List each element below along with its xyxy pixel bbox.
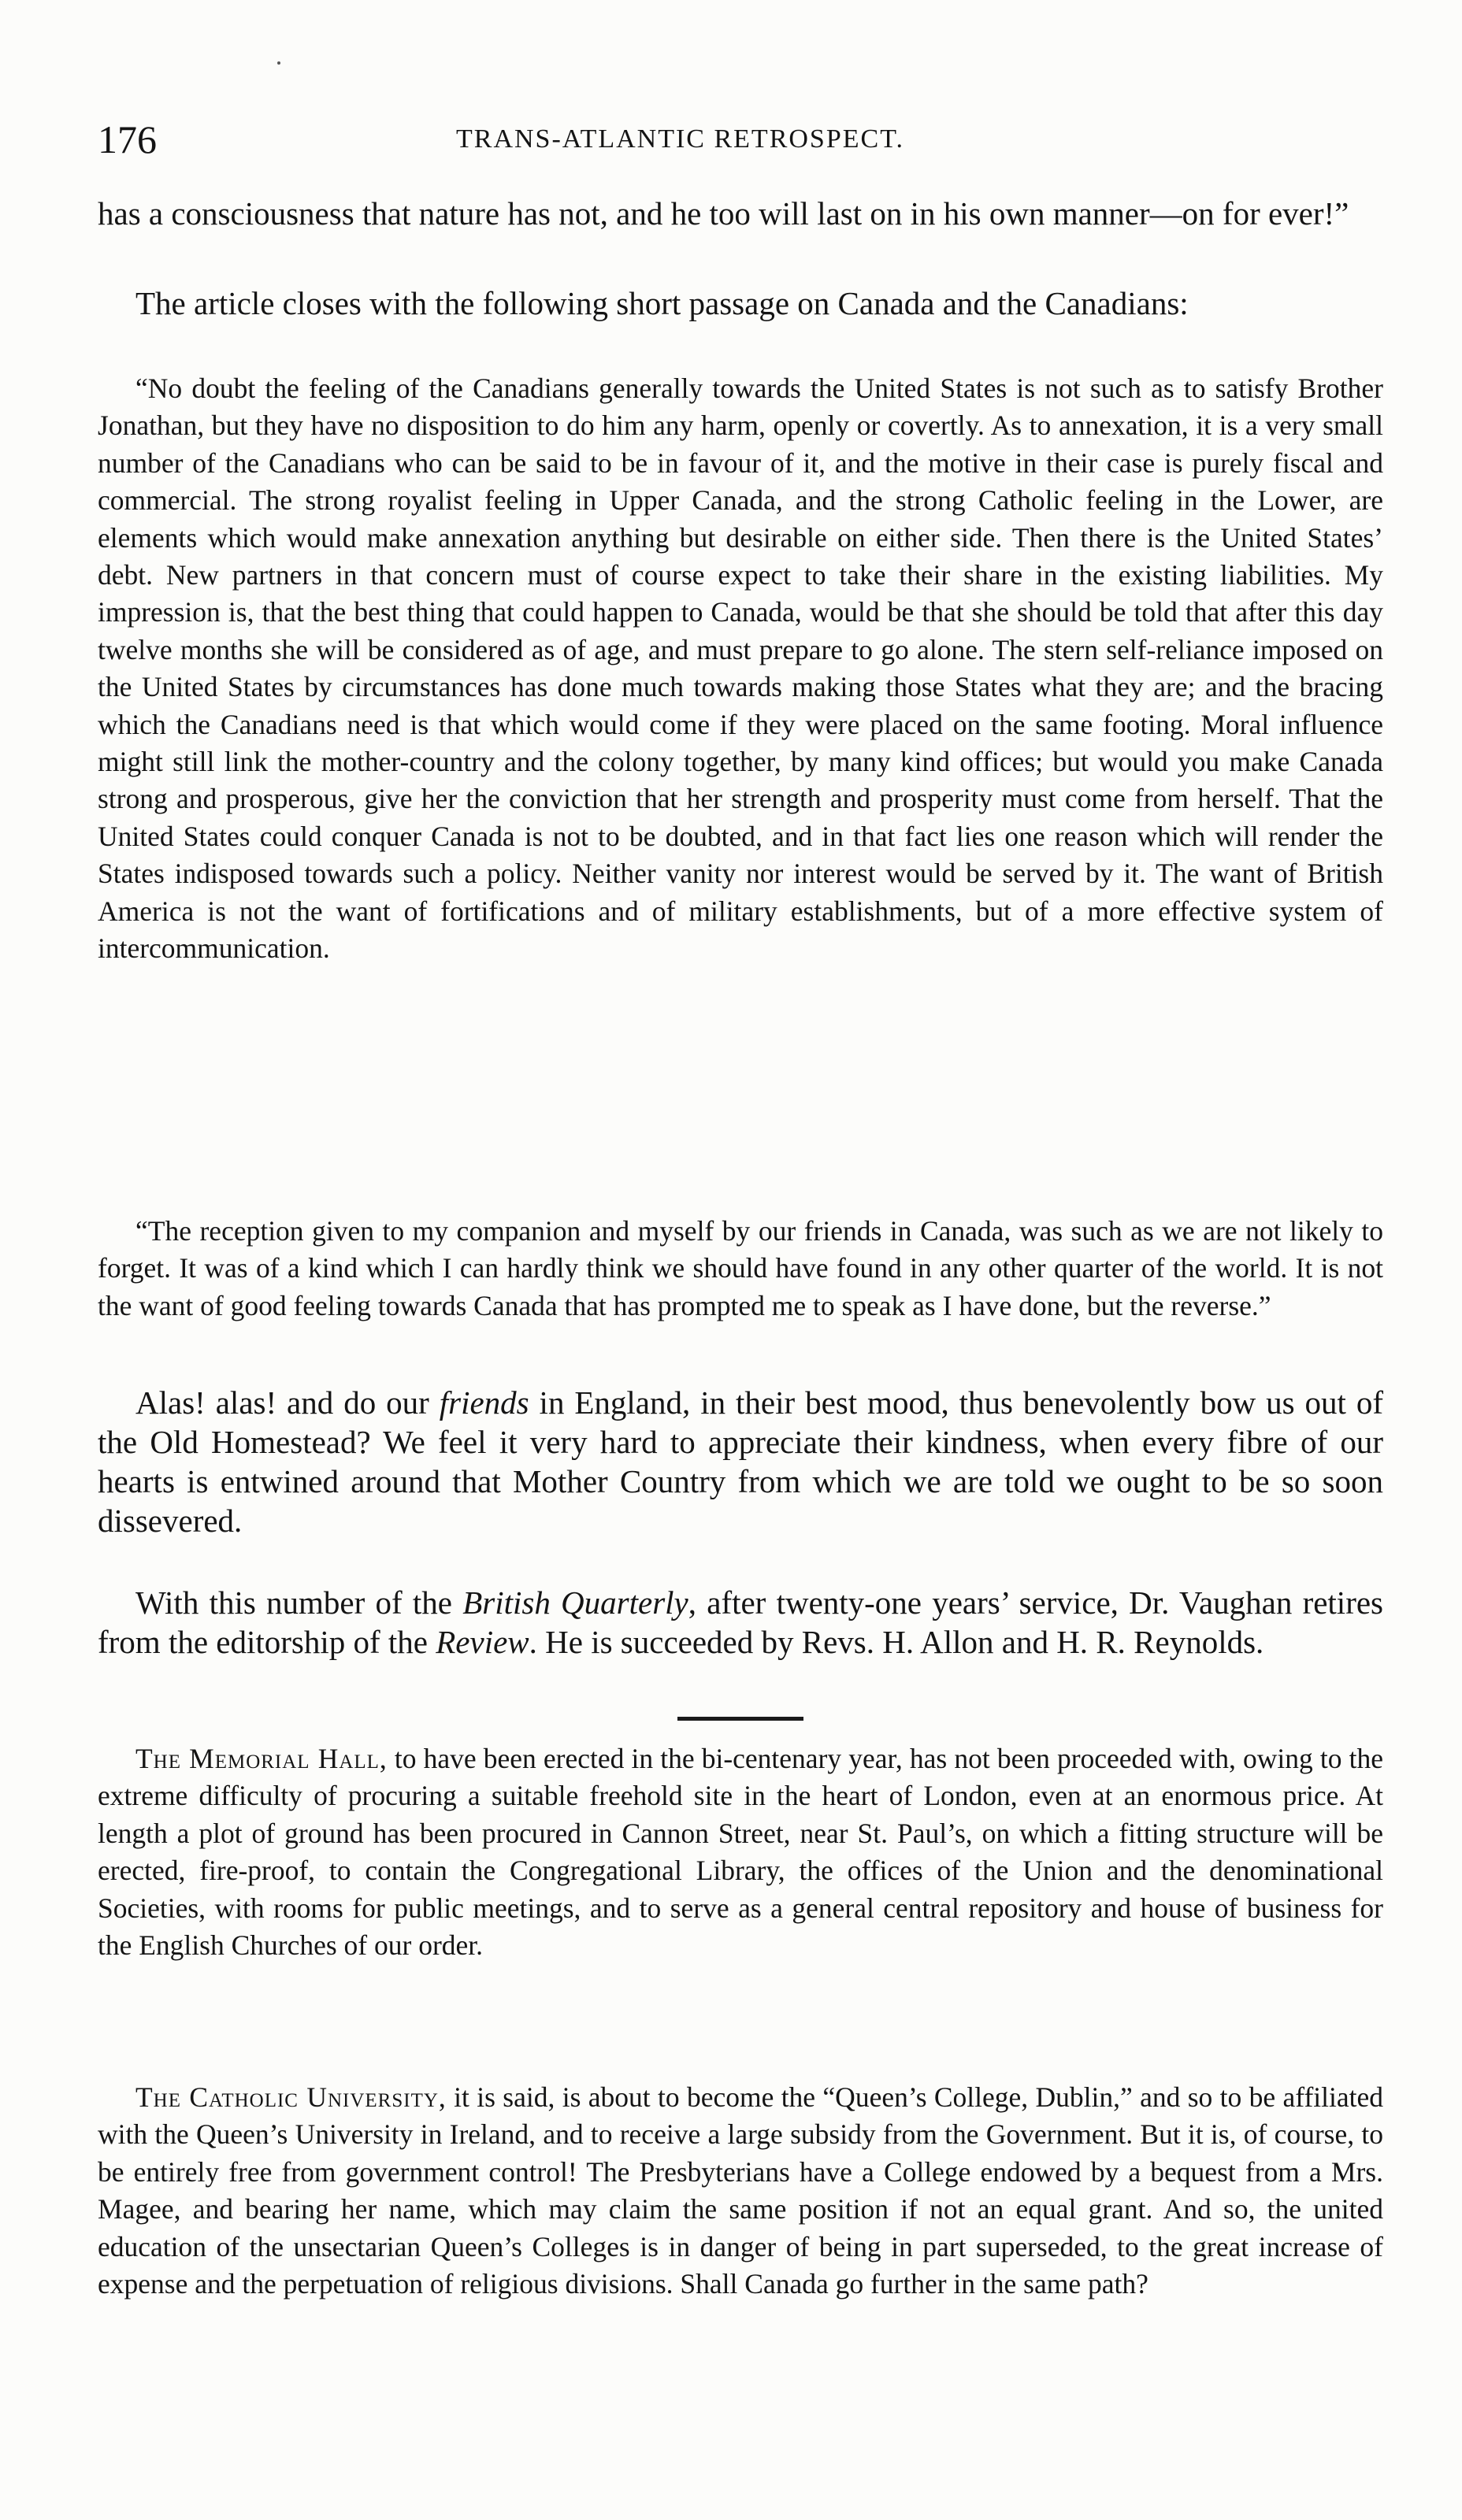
- p4-italic-journal: British Quarterly: [462, 1584, 688, 1621]
- memorial-hall-lead: The Memorial Hall,: [135, 1743, 388, 1774]
- p3-italic-friends: friends: [439, 1384, 529, 1421]
- paragraph-alas: [98, 1383, 1383, 1540]
- paragraph-memorial-hall: [98, 1740, 1383, 1964]
- p4-text-middle: , after twenty-one years’ service, Dr. Vaughan retires from the editorship of the: [98, 1584, 1384, 1660]
- p4-text-before: With this number of the: [135, 1584, 463, 1621]
- p4-italic-review: Review: [436, 1624, 529, 1660]
- section-divider: [677, 1717, 803, 1721]
- catholic-university-text: it is said, is about to become the “Queen’s College, Dublin,” and so to be affiliated with the Queen’s University in Ireland, and to receive a large subsidy from the Government. But it is, of course, to be entirely free from government control! The Presbyterians have a College endowed by a bequest from a Mrs. Magee, and bearing her name, which may claim the same position if not an equal grant. And so, the united education of the unsectarian Queen’s Colleges is in danger of being in part superseded, to the great increase of expense and the perpetuation of religious divisions. Shall Canada go further in the same path?: [98, 2081, 1383, 2300]
- p3-text-after: in England, in their best mood, thus benevolently bow us out of the Old Homestead? We feel it very hard to appreciate their kindness, when every fibre of our hearts is entwined around that Mother Country from which we are told we ought to be so soon dissevered.: [98, 1384, 1383, 1539]
- memorial-hall-text: to have been erected in the bi-centenary year, has not been proceeded with, owing to the extreme difficulty of procuring a suitable freehold site in the heart of London, even at an enormous price. At length a plot of ground has been procured in Cannon Street, near St. Paul’s, on which a fitting structure will be erected, fire-proof, to contain the Congregational Library, the offices of the Union and the denominational Societies, with rooms for public meetings, and to serve as a general central repository and house of business for the English Churches of our order.: [98, 1743, 1383, 1962]
- paragraph-catholic-university: [98, 2079, 1383, 2303]
- print-speck: [277, 61, 280, 65]
- paragraph-british-quarterly: [98, 1583, 1383, 1662]
- p4-text-after: . He is succeeded by Revs. H. Allon and H. R. Reynolds.: [529, 1624, 1264, 1660]
- p3-text-before: Alas! alas! and do our: [135, 1384, 440, 1421]
- page-header: [98, 117, 1382, 172]
- running-title: TRANS-ATLANTIC RETROSPECT.: [456, 124, 904, 154]
- paragraph-intro-passage: The article closes with the following short passage on Canada and the Canadians:: [135, 285, 1189, 321]
- quotation-canada-annexation: “No doubt the feeling of the Canadians generally towards the United States is not such as to satisfy Brother Jonathan, but they have no disposition to do him any harm, openly or covertly. As to annexation, it is a very small number of the Canadians who can be said to be in favour of it, and the motive in their case is purely fiscal and commercial. The strong royalist feeling in Upper Canada, and the strong Catholic feeling in the Lower, are elements which would make annexation anything but desirable on either side. Then there is the United States’ debt. New partners in that concern must of course expect to take their share in the existing liabilities. My impression is, that the best thing that could happen to Canada, would be that she should be told that after this day twelve months she will be considered as of age, and must prepare to go alone. The stern self-reliance imposed on the United States by circumstances has done much towards making those States what they are; and the bracing which the Canadians need is that which would come if they were placed on the same footing. Moral influence might still link the mother-country and the colony together, by many kind offices; but would you make Canada strong and prosperous, give her the conviction that her strength and prosperity must come from herself. That the United States could conquer Canada is not to be doubted, and in that fact lies one reason which will render the States indisposed towards such a policy. Neither vanity nor interest would be served by it. The want of British America is not the want of fortifications and of military establishments, but of a more effective system of intercommunication.: [98, 372, 1383, 965]
- quotation-reception: “The reception given to my companion and myself by our friends in Canada, was such as we are not likely to forget. It was of a kind which I can hardly think we should have found in any other quarter of the world. It is not the want of good feeling towards Canada that has prompted me to speak as I have done, but the reverse.”: [98, 1215, 1383, 1321]
- page-number: 176: [98, 117, 157, 161]
- paragraph-continued: has a consciousness that nature has not, and he too will last on in his own manner—on for ever!”: [98, 195, 1349, 232]
- catholic-university-lead: The Catholic University,: [135, 2081, 447, 2113]
